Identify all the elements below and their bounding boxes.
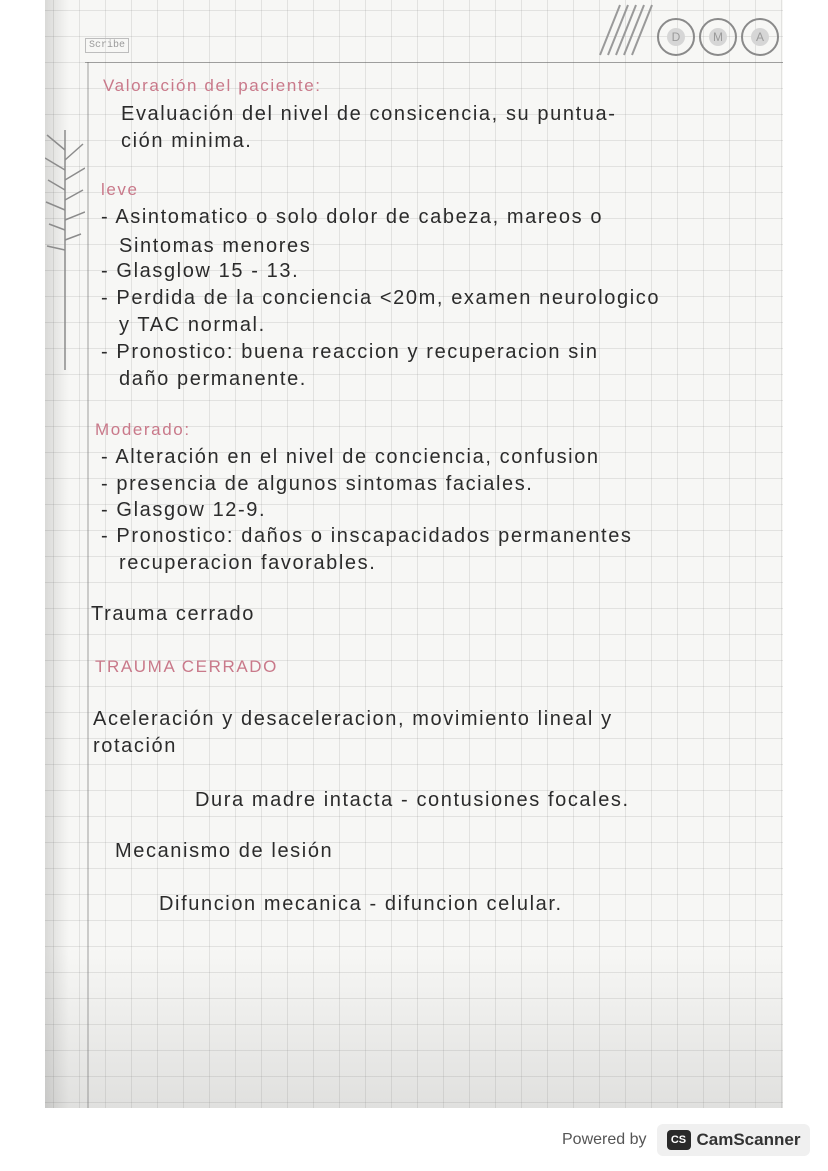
- leve-line-1: - Asintomatico o solo dolor de cabeza, mareos o: [101, 206, 604, 228]
- leve-line-3: - Glasglow 15 - 13.: [101, 260, 300, 282]
- leve-line-2: Sintomas menores: [119, 235, 312, 257]
- trauma-cerrado-line: Trauma cerrado: [91, 603, 255, 625]
- date-circle-month: M: [699, 18, 737, 56]
- page-bottom-grain: [45, 948, 783, 1108]
- date-circle-year: A: [741, 18, 779, 56]
- heading-valoracion: Valoración del paciente:: [103, 76, 322, 95]
- trauma-cerrado-title: TRAUMA CERRADO: [95, 657, 278, 676]
- camscanner-brand: CamScanner: [696, 1130, 801, 1149]
- leaf-doodle-icon: [45, 130, 85, 370]
- moderado-line-4: - Pronostico: daños o inscapacidados permanentes: [101, 525, 633, 547]
- leve-line-5: y TAC normal.: [119, 314, 266, 336]
- camscanner-logo-icon: CS: [667, 1130, 691, 1150]
- camscanner-badge: [657, 1124, 811, 1156]
- moderado-line-5: recuperacion favorables.: [119, 552, 377, 574]
- mecanismo-line: Mecanismo de lesión: [115, 840, 334, 862]
- aceleracion-line-1: Aceleración y desaceleracion, movimiento lineal y: [93, 708, 613, 730]
- label-moderado: Moderado:: [95, 420, 191, 439]
- dura-madre-line: Dura madre intacta - contusiones focales.: [195, 789, 630, 811]
- margin-line: [87, 62, 89, 1108]
- date-circle-day: D: [657, 18, 695, 56]
- leve-line-6: - Pronostico: buena reaccion y recuperacion sin: [101, 341, 599, 363]
- scanner-watermark: [562, 1124, 810, 1156]
- moderado-line-2: - presencia de algunos sintomas faciales.: [101, 473, 534, 495]
- moderado-line-1: - Alteración en el nivel de conciencia, confusion: [101, 446, 600, 468]
- intro-line-2: ción minima.: [121, 130, 253, 152]
- difuncion-line: Difuncion mecanica - difuncion celular.: [159, 893, 563, 915]
- moderado-line-3: - Glasgow 12-9.: [101, 499, 267, 521]
- label-leve: leve: [101, 180, 139, 199]
- date-circles: [657, 18, 779, 56]
- intro-line-1: Evaluación del nivel de consicencia, su puntua-: [121, 103, 617, 125]
- hatch-marks-icon: [590, 0, 660, 60]
- notebook-page: [45, 0, 783, 1108]
- header-rule: [85, 62, 783, 63]
- powered-by-text: Powered by: [562, 1131, 647, 1148]
- leve-line-4: - Perdida de la conciencia <20m, examen neurologico: [101, 287, 661, 309]
- notebook-stamp: Scribe: [85, 38, 129, 53]
- aceleracion-line-2: rotación: [93, 735, 177, 757]
- leve-line-7: daño permanente.: [119, 368, 307, 390]
